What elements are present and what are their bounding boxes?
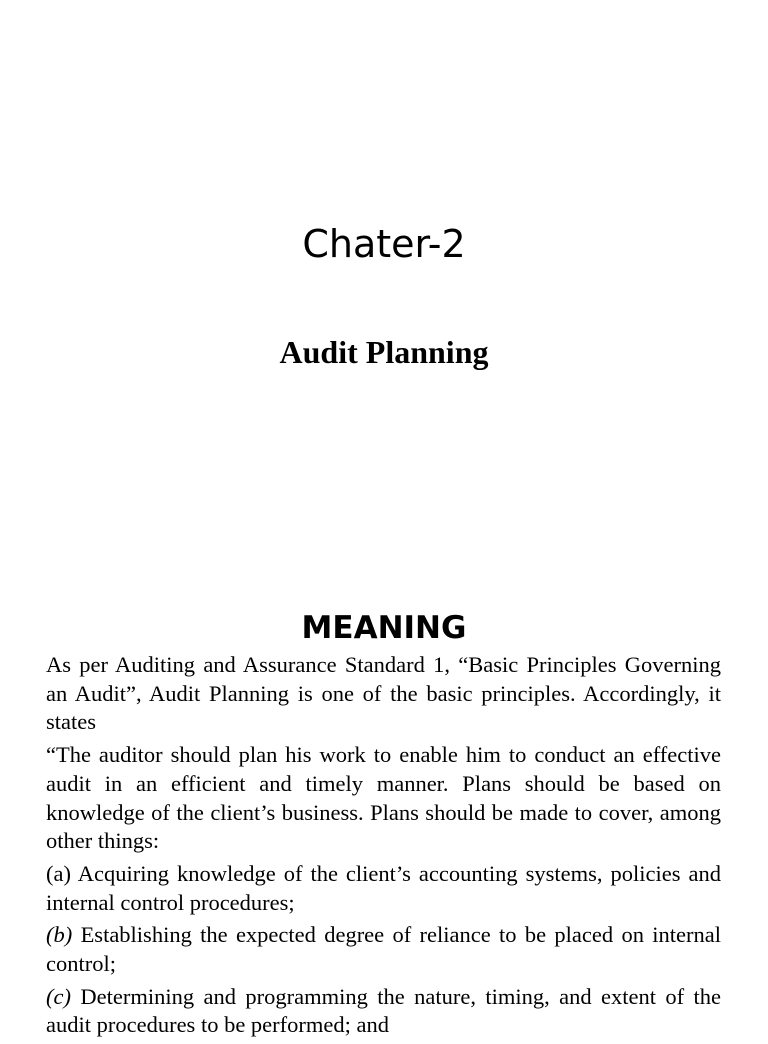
- list-item-label: (b): [46, 922, 73, 948]
- section-heading: MEANING: [301, 610, 467, 646]
- slide-title: Chater-2: [302, 222, 466, 266]
- list-item-text: Determining and programming the nature, timing, and extent of the audit procedures to be performed; and: [46, 983, 721, 1038]
- list-item: [46, 983, 721, 1040]
- list-item-text: Acquiring knowledge of the client’s accounting systems, policies and internal control procedures;: [46, 860, 721, 915]
- list-item-text: Establishing the expected degree of reliance to be placed on internal control;: [46, 922, 721, 977]
- body-text: [46, 651, 721, 1044]
- list-item: [46, 921, 721, 978]
- list-item-label: (c): [46, 983, 71, 1009]
- list-item: [46, 860, 721, 917]
- slide-subtitle: Audit Planning: [279, 334, 489, 370]
- list-item-label: (a): [46, 860, 71, 886]
- intro-paragraph: As per Auditing and Assurance Standard 1, “Basic Principles Governing an Audit”, Audit Planning is one of the basic principles. Accordingly, it states: [46, 652, 721, 735]
- quote-paragraph: “The auditor should plan his work to enable him to conduct an effective audit in an efficient and timely manner. Plans should be based on knowledge of the client’s business. Plans should be made to cover, among other things:: [46, 742, 721, 854]
